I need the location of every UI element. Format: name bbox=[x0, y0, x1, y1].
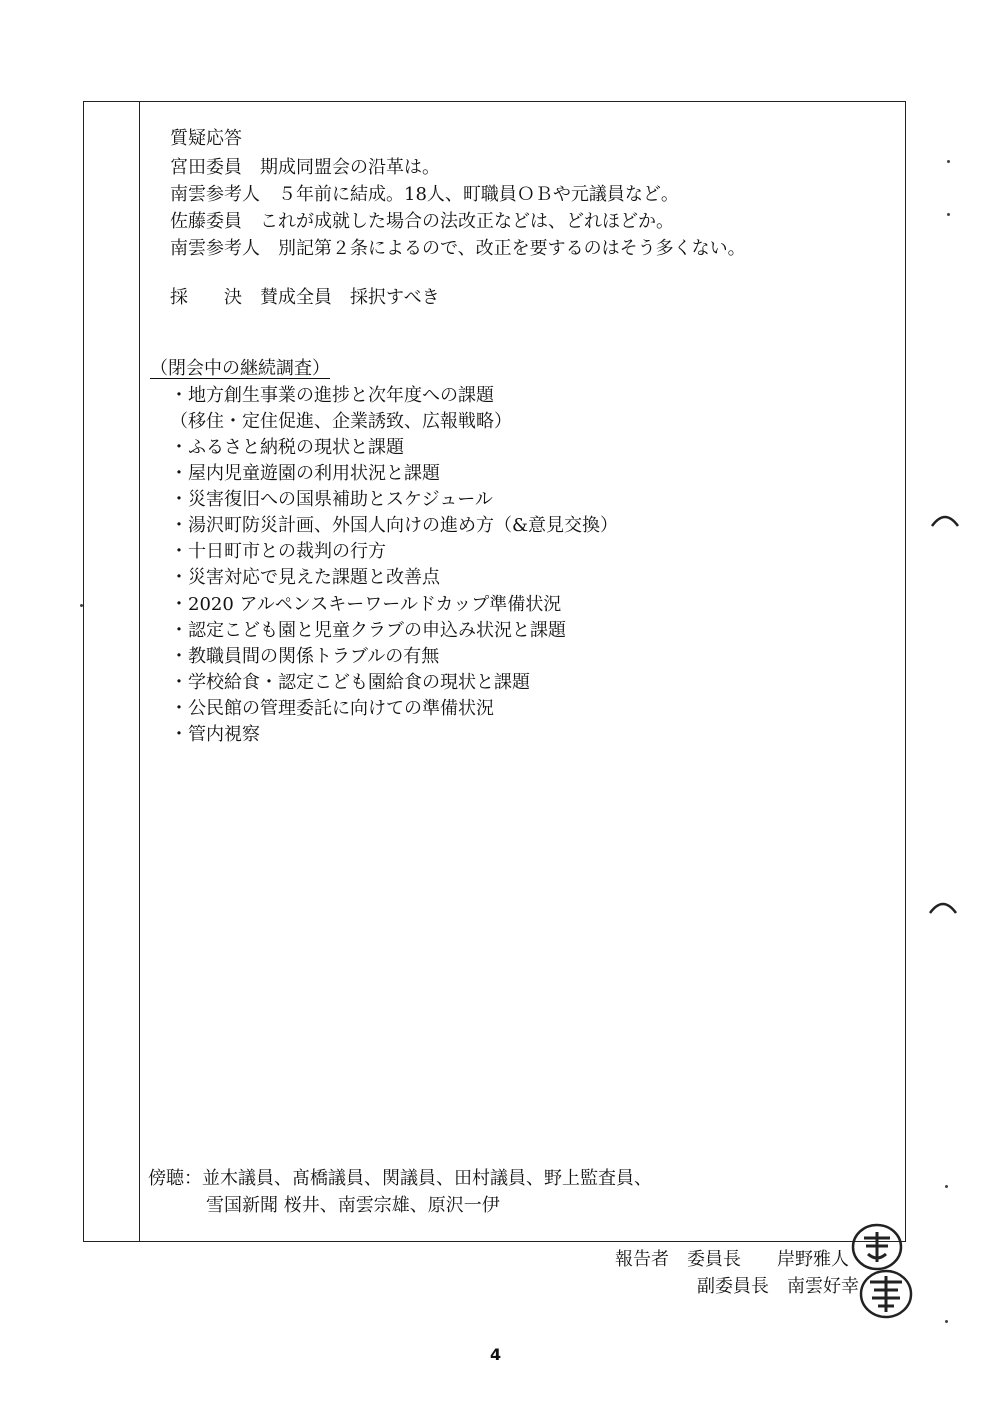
scan-speck bbox=[947, 160, 950, 163]
scan-speck bbox=[947, 213, 950, 216]
list-item: ・災害対応で見えた課題と改善点 bbox=[170, 567, 440, 588]
seal-stamp bbox=[858, 1268, 914, 1320]
margin-rule bbox=[139, 101, 140, 1242]
qa-line: 南雲参考人 別記第２条によるので、改正を要するのはそう多くない。 bbox=[170, 238, 746, 259]
scan-speck bbox=[80, 604, 83, 607]
qa-line: 佐藤委員 これが成就した場合の法改正などは、どれほどか。 bbox=[170, 211, 674, 232]
list-item: （移住・定住促進、企業誘致、広報戦略） bbox=[170, 411, 512, 432]
list-item: ・公民館の管理委託に向けての準備状況 bbox=[170, 698, 494, 719]
list-item: ・屋内児童遊園の利用状況と課題 bbox=[170, 463, 440, 484]
reporter-chair: 報告者 委員長 岸野雅人 bbox=[615, 1249, 849, 1270]
qa-title: 質疑応答 bbox=[170, 128, 242, 149]
list-item: ・湯沢町防災計画、外国人向けの進め方（&意見交換） bbox=[170, 515, 619, 536]
list-item: ・教職員間の関係トラブルの有無 bbox=[170, 646, 440, 667]
list-item: ・ふるさと納税の現状と課題 bbox=[170, 437, 404, 458]
list-item: ・学校給食・認定こども園給食の現状と課題 bbox=[170, 672, 530, 693]
qa-line: 宮田委員 期成同盟会の沿革は。 bbox=[170, 157, 440, 178]
audience-line: 雪国新聞 桜井、南雲宗雄、原沢一伊 bbox=[206, 1195, 500, 1216]
list-item: ・認定こども園と児童クラブの申込み状況と課題 bbox=[170, 620, 566, 641]
list-item: ・管内視察 bbox=[170, 724, 260, 745]
qa-line: 南雲参考人 ５年前に結成。18人、町職員ＯＢや元議員など。 bbox=[170, 184, 679, 205]
seal-stamp bbox=[850, 1222, 904, 1272]
scan-speck bbox=[945, 1320, 948, 1323]
vote-result: 採 決 賛成全員 採択すべき bbox=[170, 287, 440, 308]
page-number: 4 bbox=[490, 1345, 502, 1364]
punch-hole-mark bbox=[930, 506, 960, 530]
list-item: ・2020 アルペンスキーワールドカップ準備状況 bbox=[170, 594, 562, 615]
audience-line: 傍聴：並木議員、髙橋議員、関議員、田村議員、野上監査員、 bbox=[148, 1168, 652, 1189]
list-item: ・十日町市との裁判の行方 bbox=[170, 541, 386, 562]
reporter-vice-chair: 副委員長 南雲好幸 bbox=[697, 1276, 859, 1297]
list-item: ・地方創生事業の進捗と次年度への課題 bbox=[170, 385, 494, 406]
continued-heading: （閉会中の継続調査） bbox=[150, 358, 330, 379]
punch-hole-mark bbox=[928, 893, 958, 917]
scan-speck bbox=[945, 1185, 948, 1188]
list-item: ・災害復旧への国県補助とスケジュール bbox=[170, 489, 493, 510]
